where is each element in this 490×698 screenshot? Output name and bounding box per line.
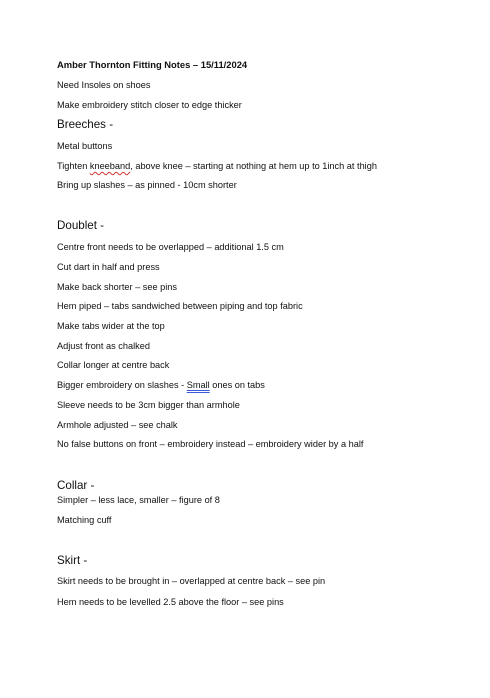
note-line: Make back shorter – see pins	[57, 282, 178, 292]
section-heading-skirt: Skirt -	[57, 554, 88, 567]
note-line: Bring up slashes – as pinned - 10cm shorter	[57, 180, 237, 190]
note-line	[57, 379, 265, 391]
note-line: Make embroidery stitch closer to edge thicker	[57, 100, 242, 110]
note-line: Need Insoles on shoes	[57, 80, 151, 90]
note-line: Centre front needs to be overlapped – additional 1.5 cm	[57, 242, 284, 252]
note-text: Tighten	[57, 161, 90, 171]
note-line: Make tabs wider at the top	[57, 321, 165, 331]
note-text: , above knee – starting at nothing at hem up to 1inch at thigh	[130, 161, 377, 171]
note-line: Adjust front as chalked	[57, 341, 150, 351]
section-heading-breeches: Breeches -	[57, 118, 114, 131]
section-heading-collar: Collar -	[57, 479, 95, 492]
note-line: Collar longer at centre back	[57, 360, 170, 370]
note-text: ones on tabs	[209, 380, 265, 390]
spelling-flagged-word[interactable]: kneeband	[89, 161, 131, 171]
note-line: Armhole adjusted – see chalk	[57, 420, 178, 430]
note-line: Cut dart in half and press	[57, 262, 160, 272]
document-title: Amber Thornton Fitting Notes – 15/11/2024	[57, 59, 248, 70]
section-heading-doublet: Doublet -	[57, 219, 105, 232]
note-line: Hem piped – tabs sandwiched between piping and top fabric	[57, 301, 303, 311]
note-text: Bigger embroidery on slashes -	[57, 380, 187, 390]
note-line: Matching cuff	[57, 515, 112, 525]
note-line: Sleeve needs to be 3cm bigger than armhole	[57, 400, 240, 410]
note-line: Hem needs to be levelled 2.5 above the floor – see pins	[57, 597, 284, 607]
note-line: Skirt needs to be brought in – overlapped at centre back – see pin	[57, 576, 326, 586]
note-line	[57, 160, 377, 172]
note-line: No false buttons on front – embroidery instead – embroidery wider by a half	[57, 439, 364, 449]
note-line: Simpler – less lace, smaller – figure of 8	[57, 495, 220, 505]
grammar-flagged-word[interactable]: Small	[186, 380, 210, 390]
note-line: Metal buttons	[57, 141, 113, 151]
